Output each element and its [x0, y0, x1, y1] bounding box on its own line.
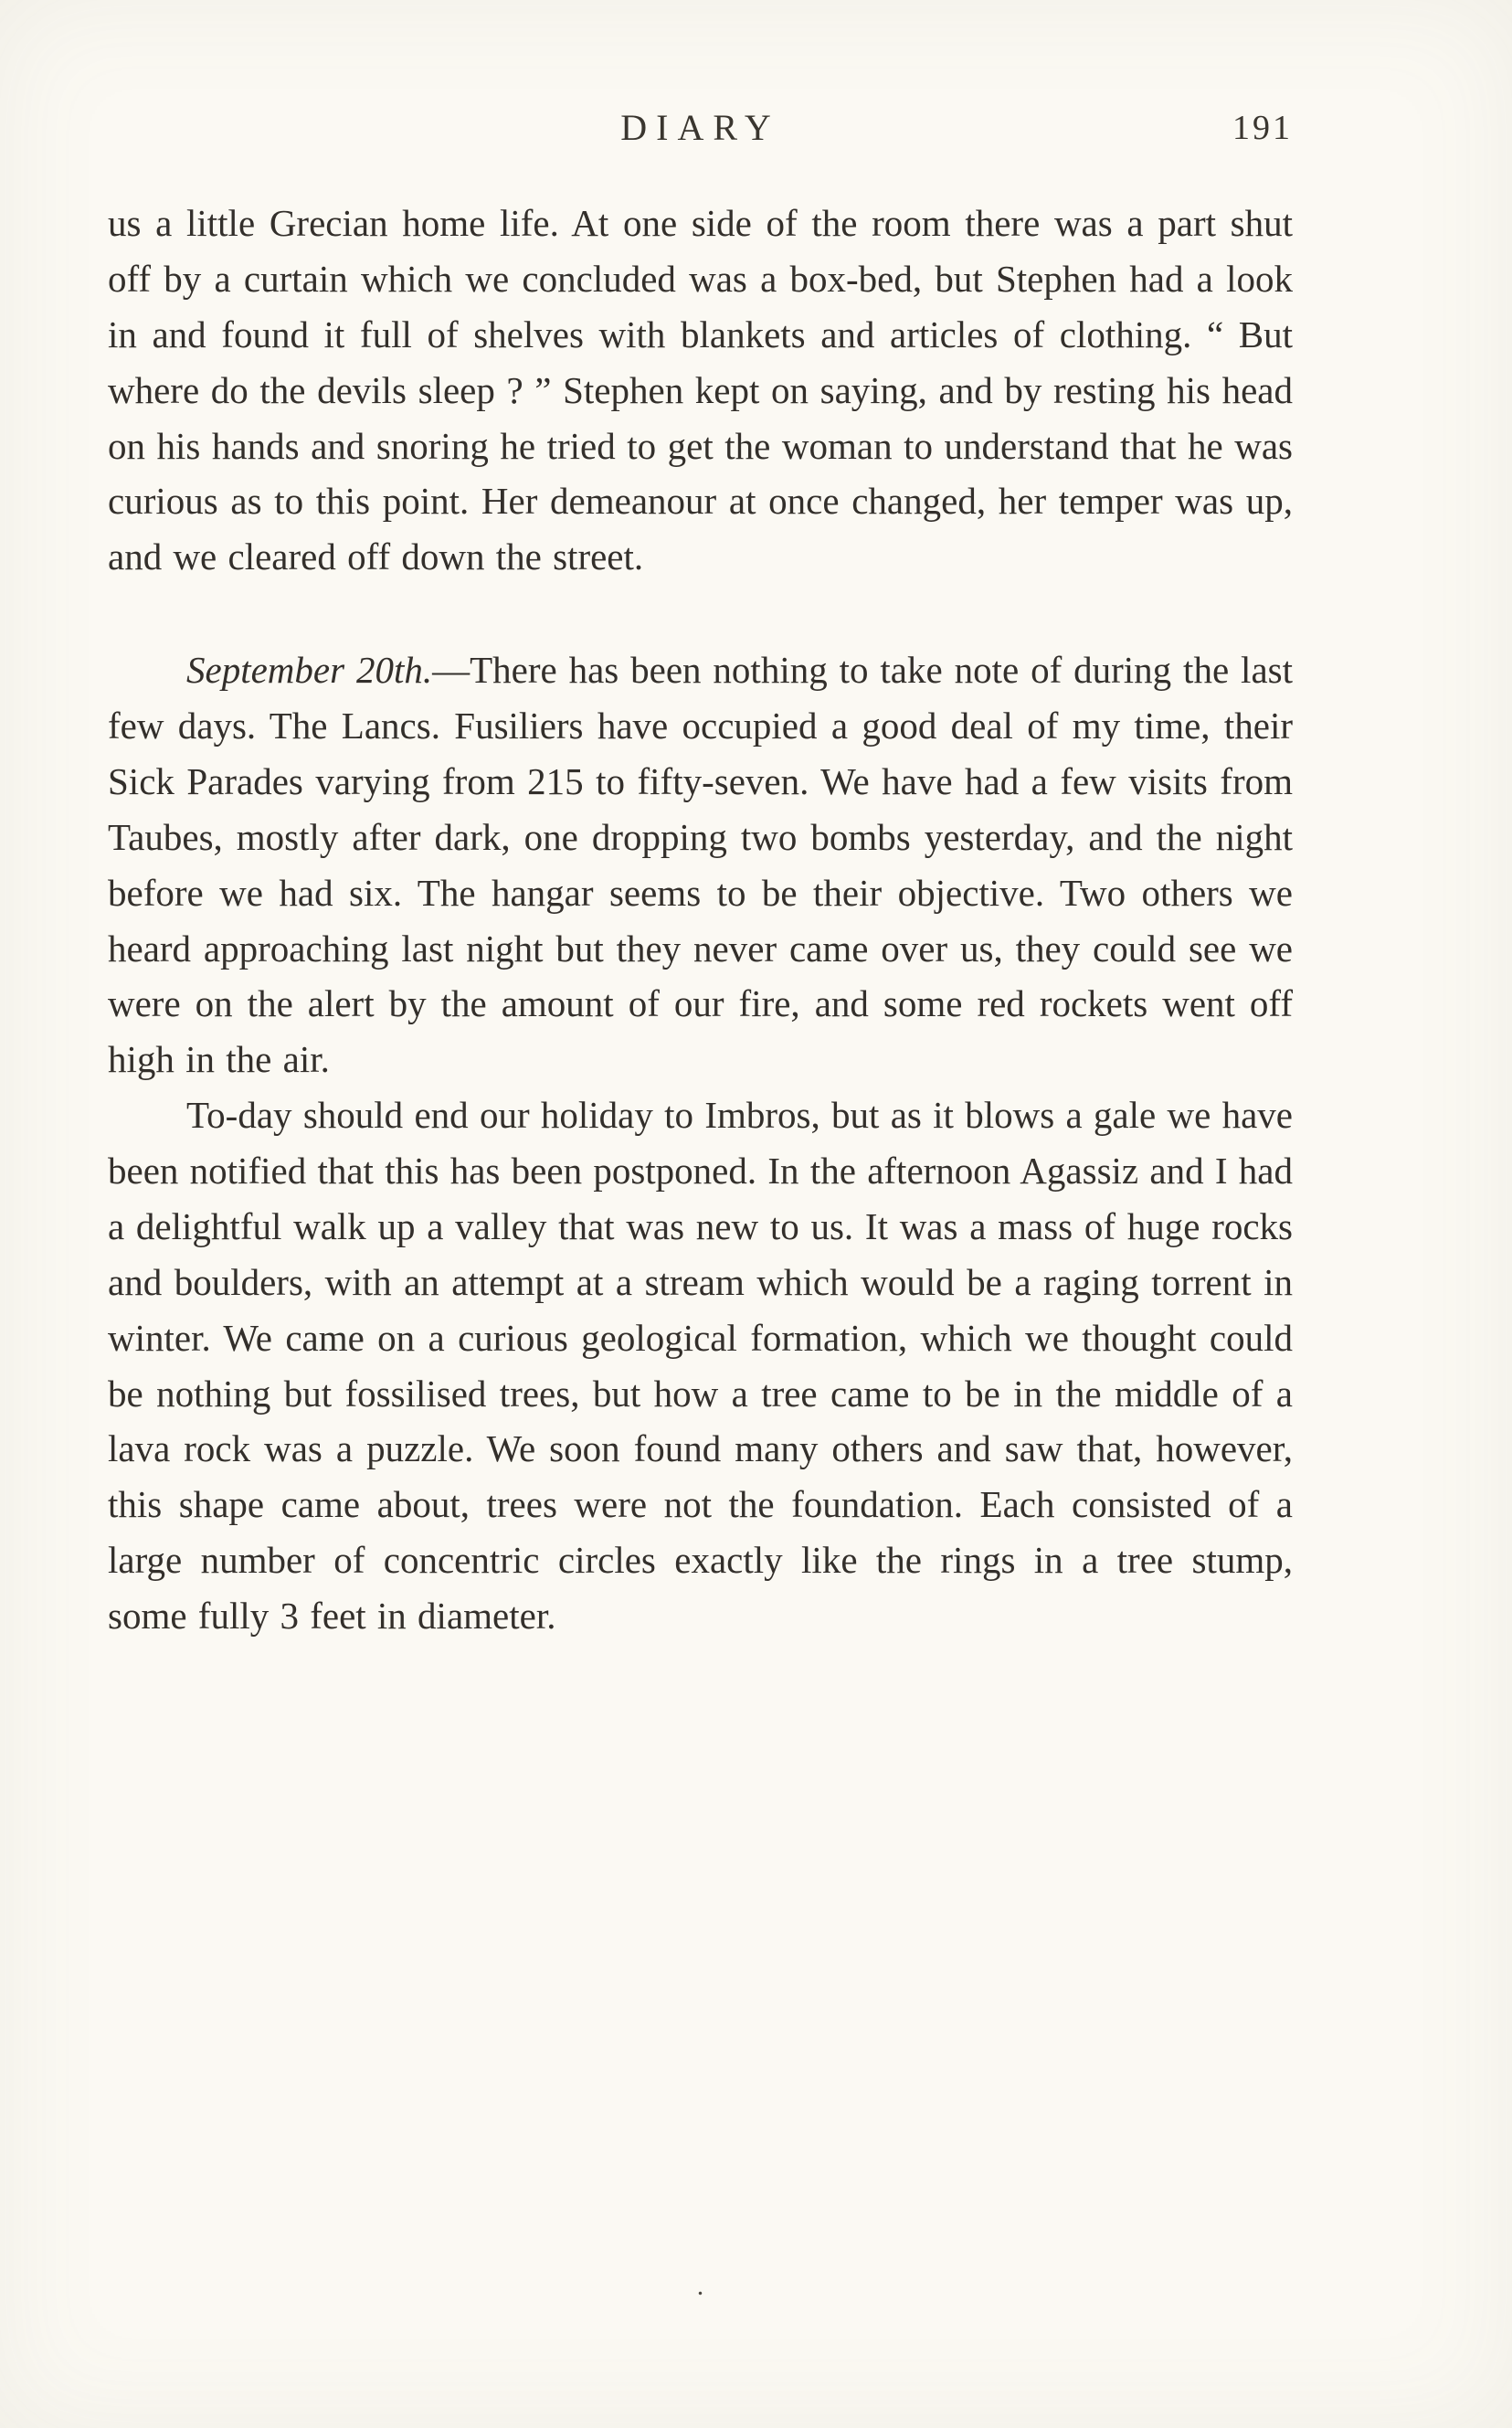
- page-body: [108, 196, 1293, 1644]
- page-header: [108, 106, 1293, 154]
- paragraph-continuation: us a little Grecian home life. At one side of the room there was a part shut off by a curtain which we concluded was a box-bed, but Stephen had a look in and found it full of shelves with blankets and articles of clothing. “ But where do the devils sleep ? ” Stephen kept on saying, and by resting his head on his hands and snoring he tried to get the woman to understand that he was curious as to this point. Her demeanour at once changed, her temper was up, and we cleared off down the street.: [108, 202, 1293, 578]
- page-number: 191: [1232, 109, 1293, 147]
- printer-mark: .: [696, 2271, 704, 2301]
- entry-date: September 20th.: [186, 649, 433, 692]
- running-title: DIARY: [620, 107, 780, 148]
- entry-text: —There has been nothing to take note of during the last few days. The Lancs. Fusiliers have occupied a good deal of my time, their Sick Parades varying from 215 to fifty-seven. We have had a few visits from Taubes, mostly after dark, one dropping two bombs yesterday, and the night before we had six. The hangar seems to be their objective. Two others we heard approaching last night but they never came over us, they could see we were on the alert by the amount of our fire, and some red rockets went off high in the air.: [108, 649, 1293, 1081]
- paragraph-today: To-day should end our holiday to Imbros, but as it blows a gale we have been notified that this has been postponed. In the afternoon Agassiz and I had a delightful walk up a valley that was new to us. It was a mass of huge rocks and boulders, with an attempt at a stream which would be a raging torrent in winter. We came on a curious geological formation, which we thought could be nothing but fossilised trees, but how a tree came to be in the middle of a lava rock was a puzzle. We soon found many others and saw that, however, this shape came about, trees were not the foundation. Each consisted of a large number of concentric circles exactly like the rings in a tree stump, some fully 3 feet in diameter.: [108, 1094, 1293, 1637]
- paragraph-diary-entry: [108, 642, 1293, 1087]
